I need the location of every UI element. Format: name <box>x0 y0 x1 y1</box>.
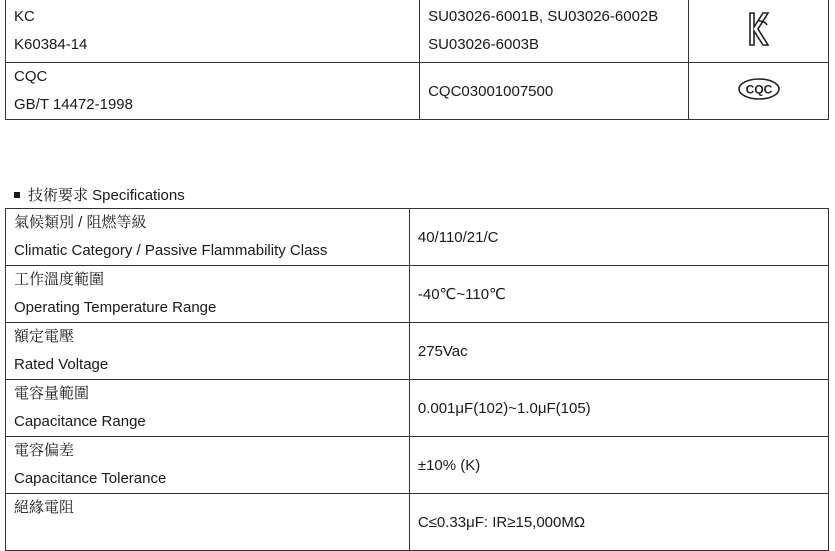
spec-label-zh: 額定電壓 <box>14 328 75 345</box>
cert-logo-cell <box>689 63 829 120</box>
cqc-mark-icon <box>737 77 781 101</box>
cert-file-cell <box>420 63 689 120</box>
spec-label-en: Rated Voltage <box>14 356 109 373</box>
cert-name-cell <box>6 63 420 120</box>
spec-label-en: Operating Temperature Range <box>14 299 217 316</box>
cert-mark-name: CQC <box>14 68 48 85</box>
certification-row-kc <box>6 0 829 63</box>
spec-label-en <box>14 522 401 550</box>
spec-value: 40/110/21/C <box>409 209 828 266</box>
spec-label-cell <box>6 494 410 551</box>
spec-value: 275Vac <box>409 323 828 380</box>
spec-value: 0.001μF(102)~1.0μF(105) <box>409 380 828 437</box>
spec-row <box>6 323 829 380</box>
spec-value: -40℃~110℃ <box>409 266 828 323</box>
section-heading <box>14 184 185 205</box>
spec-label-cell <box>6 380 410 437</box>
certification-row-cqc <box>6 63 829 120</box>
spec-label-zh: 電容偏差 <box>14 442 75 459</box>
cert-mark-name: KC <box>14 7 35 25</box>
cert-standard: GB/T 14472-1998 <box>14 96 133 113</box>
cert-name-cell <box>6 0 420 63</box>
spec-label-cell <box>6 323 410 380</box>
kc-mark-icon <box>747 11 771 47</box>
spec-label-cell <box>6 437 410 494</box>
spec-label-zh: 工作溫度範圍 <box>14 271 105 288</box>
spec-label-zh: 氣候類別 / 阻燃等級 <box>14 214 147 231</box>
spec-label-cell <box>6 209 410 266</box>
spec-row <box>6 209 829 266</box>
spec-row <box>6 266 829 323</box>
cert-standard: K60384-14 <box>14 35 88 53</box>
certification-table <box>5 0 829 120</box>
cqc-logo-text: CQC <box>745 82 772 97</box>
cert-file-cell <box>420 0 689 63</box>
spec-label-en: Climatic Category / Passive Flammability Class <box>14 242 328 259</box>
spec-row <box>6 437 829 494</box>
cert-file-number: CQC03001007500 <box>428 82 554 100</box>
spec-row <box>6 380 829 437</box>
spec-label-en: Capacitance Range <box>14 413 146 430</box>
spec-value: C≤0.33μF: IR≥15,000MΩ <box>409 494 828 551</box>
cert-file-number: SU03026-6001B, SU03026-6002B <box>428 7 659 25</box>
cert-file-number: SU03026-6003B <box>428 35 540 53</box>
spec-value: ±10% (K) <box>409 437 828 494</box>
spec-label-cell <box>6 266 410 323</box>
cert-logo-cell <box>689 0 829 63</box>
spec-label-en: Capacitance Tolerance <box>14 470 167 487</box>
spec-label-zh: 電容量範圍 <box>14 385 90 402</box>
spec-row <box>6 494 829 551</box>
section-title: 技術要求 Specifications <box>28 187 185 204</box>
square-bullet-icon <box>14 192 20 198</box>
spec-label-zh: 絕緣電阻 <box>14 499 75 516</box>
